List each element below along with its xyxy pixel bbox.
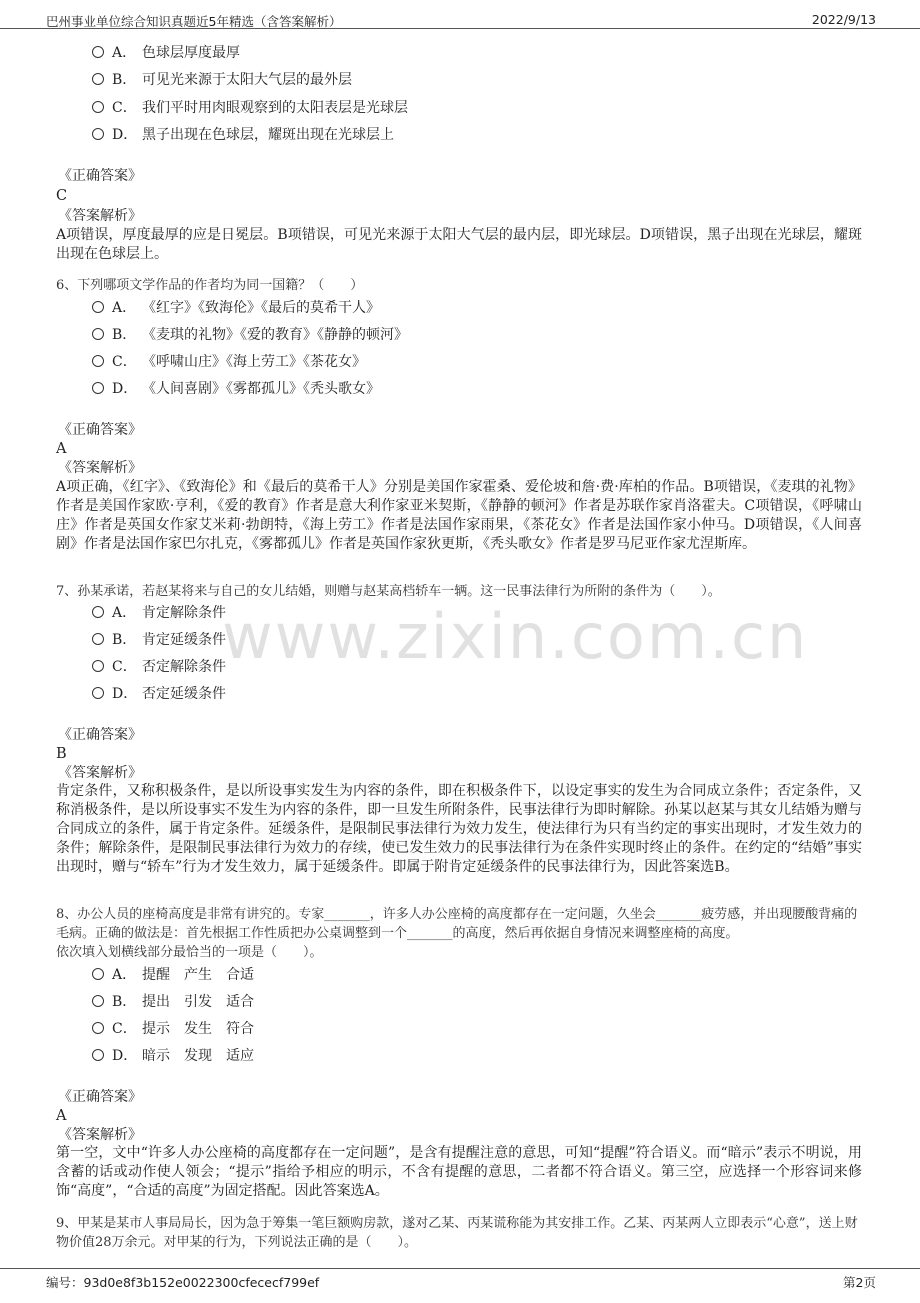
q5-option-b[interactable]: B． 可见光来源于太阳大气层的最外层 <box>92 69 352 91</box>
q6-answer-label: 《正确答案》 <box>58 422 142 438</box>
q8-answer-label: 《正确答案》 <box>58 1089 142 1105</box>
radio-icon[interactable] <box>92 128 104 140</box>
q7-analysis-label: 《答案解析》 <box>58 765 142 781</box>
q7-question-title: 7、孙某承诺，若赵某将来与自己的女儿结婚，则赠与赵某高档轿车一辆。这一民事法律行为所附的条件为（ ）。 <box>56 584 721 599</box>
q5-answer-label: 《正确答案》 <box>58 168 142 184</box>
radio-icon[interactable] <box>92 301 104 313</box>
q8-option-b[interactable]: B． 提出 引发 适合 <box>92 991 254 1013</box>
q8-option-d[interactable]: D． 暗示 发现 适应 <box>92 1045 254 1067</box>
q5-option-d[interactable]: D． 黑子出现在色球层，耀斑出现在光球层上 <box>92 124 394 146</box>
watermark: www.zixin.com.cn <box>222 600 809 673</box>
radio-icon[interactable] <box>92 660 104 672</box>
radio-icon[interactable] <box>92 355 104 367</box>
q8-analysis-label: 《答案解析》 <box>58 1127 142 1143</box>
page-number: 第2页 <box>843 1275 876 1290</box>
q8-option-a[interactable]: A． 提醒 产生 合适 <box>92 964 254 986</box>
page-footer <box>0 1268 920 1303</box>
radio-icon[interactable] <box>92 606 104 618</box>
q5-analysis-text: A项错误，厚度最厚的应是日冕层。B项错误，可见光来源于太阳大气层的最内层，即光球层。D项错误，黑子出现在光球层，耀斑出现在色球层上。 <box>56 227 862 262</box>
document-title: 巴州事业单位综合知识真题近5年精选（含答案解析） <box>46 14 342 29</box>
q7-option-c[interactable]: C． 否定解除条件 <box>92 656 226 678</box>
q6-analysis-label: 《答案解析》 <box>58 460 142 476</box>
radio-icon[interactable] <box>92 101 104 113</box>
q7-analysis-text: 肯定条件，又称积极条件，是以所设事实发生为内容的条件，即在积极条件下，以设定事实的发生为合同成立条件；否定条件，又称消极条件，是以所设事实不发生为内容的条件，即一旦发生所附条件，民事法律行为即时解除。孙某以赵某与其女儿结婚为赠与合同成立的条件，属于肯定条件。延缓条件，是限制民事法律行为效力发生，使法律行为只有当约定的事实出现时，才发生效力的条件；解除条件，是限制民事法律行为效力的存续，使已发生效力的民事法律行为在条件实现时终止的条件。在约定的“结婚”事实出现时，赠与“轿车”行为才发生效力，属于延缓条件。即属于附肯定延缓条件的民事法律行为，因此答案选B。 <box>56 783 862 875</box>
q8-answer-value: A <box>56 1108 67 1124</box>
q6-answer-value: A <box>56 441 67 457</box>
page-header <box>0 0 920 29</box>
q5-analysis-label: 《答案解析》 <box>58 208 142 224</box>
q5-answer-value: C <box>56 188 68 204</box>
document-date: 2022/9/13 <box>811 12 876 27</box>
q7-option-a[interactable]: A． 肯定解除条件 <box>92 602 226 624</box>
q8-question-subtitle: 依次填入划横线部分最恰当的一项是（ ）。 <box>56 945 323 960</box>
q8-question-title: 8、办公人员的座椅高度是非常有讲究的。专家_______，许多人办公座椅的高度都存在一定问题，久坐会_______疲劳感，并出现腰酸背痛的毛病。正确的做法是：首先根据工作性质把办公桌调整到一个_______的高度，然后再依据自身情况来调整座椅的高度。 <box>56 907 858 941</box>
q8-option-c[interactable]: C． 提示 发生 符合 <box>92 1018 254 1040</box>
q6-option-b[interactable]: B． 《麦琪的礼物》《爱的教育》《静静的顿河》 <box>92 324 408 346</box>
radio-icon[interactable] <box>92 1022 104 1034</box>
document-code: 编号：93d0e8f3b152e0022300cfececf799ef <box>46 1275 320 1290</box>
q7-answer-label: 《正确答案》 <box>58 727 142 743</box>
radio-icon[interactable] <box>92 73 104 85</box>
radio-icon[interactable] <box>92 687 104 699</box>
radio-icon[interactable] <box>92 1049 104 1061</box>
radio-icon[interactable] <box>92 328 104 340</box>
radio-icon[interactable] <box>92 995 104 1007</box>
q6-option-d[interactable]: D． 《人间喜剧》《雾都孤儿》《秃头歌女》 <box>92 378 380 400</box>
radio-icon[interactable] <box>92 633 104 645</box>
q6-analysis-text: A项正确，《红字》、《致海伦》和《最后的莫希干人》分别是美国作家霍桑、爱伦坡和詹·费·库柏的作品。B项错误，《麦琪的礼物》作者是美国作家欧·亨利，《爱的教育》作者是意大利作家亚米契斯，《静静的顿河》作者是苏联作家肖洛霍夫。C项错误，《呼啸山庄》作者是英国女作家艾米莉·勃朗特，《海上劳工》作者是法国作家雨果，《茶花女》作者是法国作家小仲马。D项错误，《人间喜剧》作者是法国作家巴尔扎克，《雾都孤儿》作者是英国作家狄更斯，《秃头歌女》作者是罗马尼亚作家尤涅斯库。 <box>56 479 862 552</box>
q7-option-d[interactable]: D． 否定延缓条件 <box>92 683 226 705</box>
q6-option-a[interactable]: A． 《红字》《致海伦》《最后的莫希干人》 <box>92 297 380 319</box>
q6-option-c[interactable]: C． 《呼啸山庄》《海上劳工》《茶花女》 <box>92 351 366 373</box>
q8-analysis-text: 第一空，文中“许多人办公座椅的高度都存在一定问题”，是含有提醒注意的意思，可知“提醒”符合语义。而“暗示”表示不明说，用含蓄的话或动作使人领会；“提示”指给予相应的明示，不含有提醒的意思，二者都不符合语义。第三空，应选择一个形容词来修饰“高度”，“合适的高度”为固定搭配。因此答案选A。 <box>56 1145 862 1199</box>
q7-answer-value: B <box>56 746 67 762</box>
q6-question-title: 6、下列哪项文学作品的作者均为同一国籍？（ ） <box>56 278 364 293</box>
q5-option-c[interactable]: C． 我们平时用肉眼观察到的太阳表层是光球层 <box>92 97 408 119</box>
q9-question-title: 9、甲某是某市人事局局长，因为急于筹集一笔巨额购房款，遂对乙某、丙某谎称能为其安排工作。乙某、丙某两人立即表示“心意”，送上财物价值28万余元。对甲某的行为，下列说法正确的是（ ）。 <box>56 1216 858 1250</box>
q7-option-b[interactable]: B． 肯定延缓条件 <box>92 629 226 651</box>
q5-option-a[interactable]: A． 色球层厚度最厚 <box>92 42 240 64</box>
radio-icon[interactable] <box>92 46 104 58</box>
radio-icon[interactable] <box>92 382 104 394</box>
radio-icon[interactable] <box>92 968 104 980</box>
